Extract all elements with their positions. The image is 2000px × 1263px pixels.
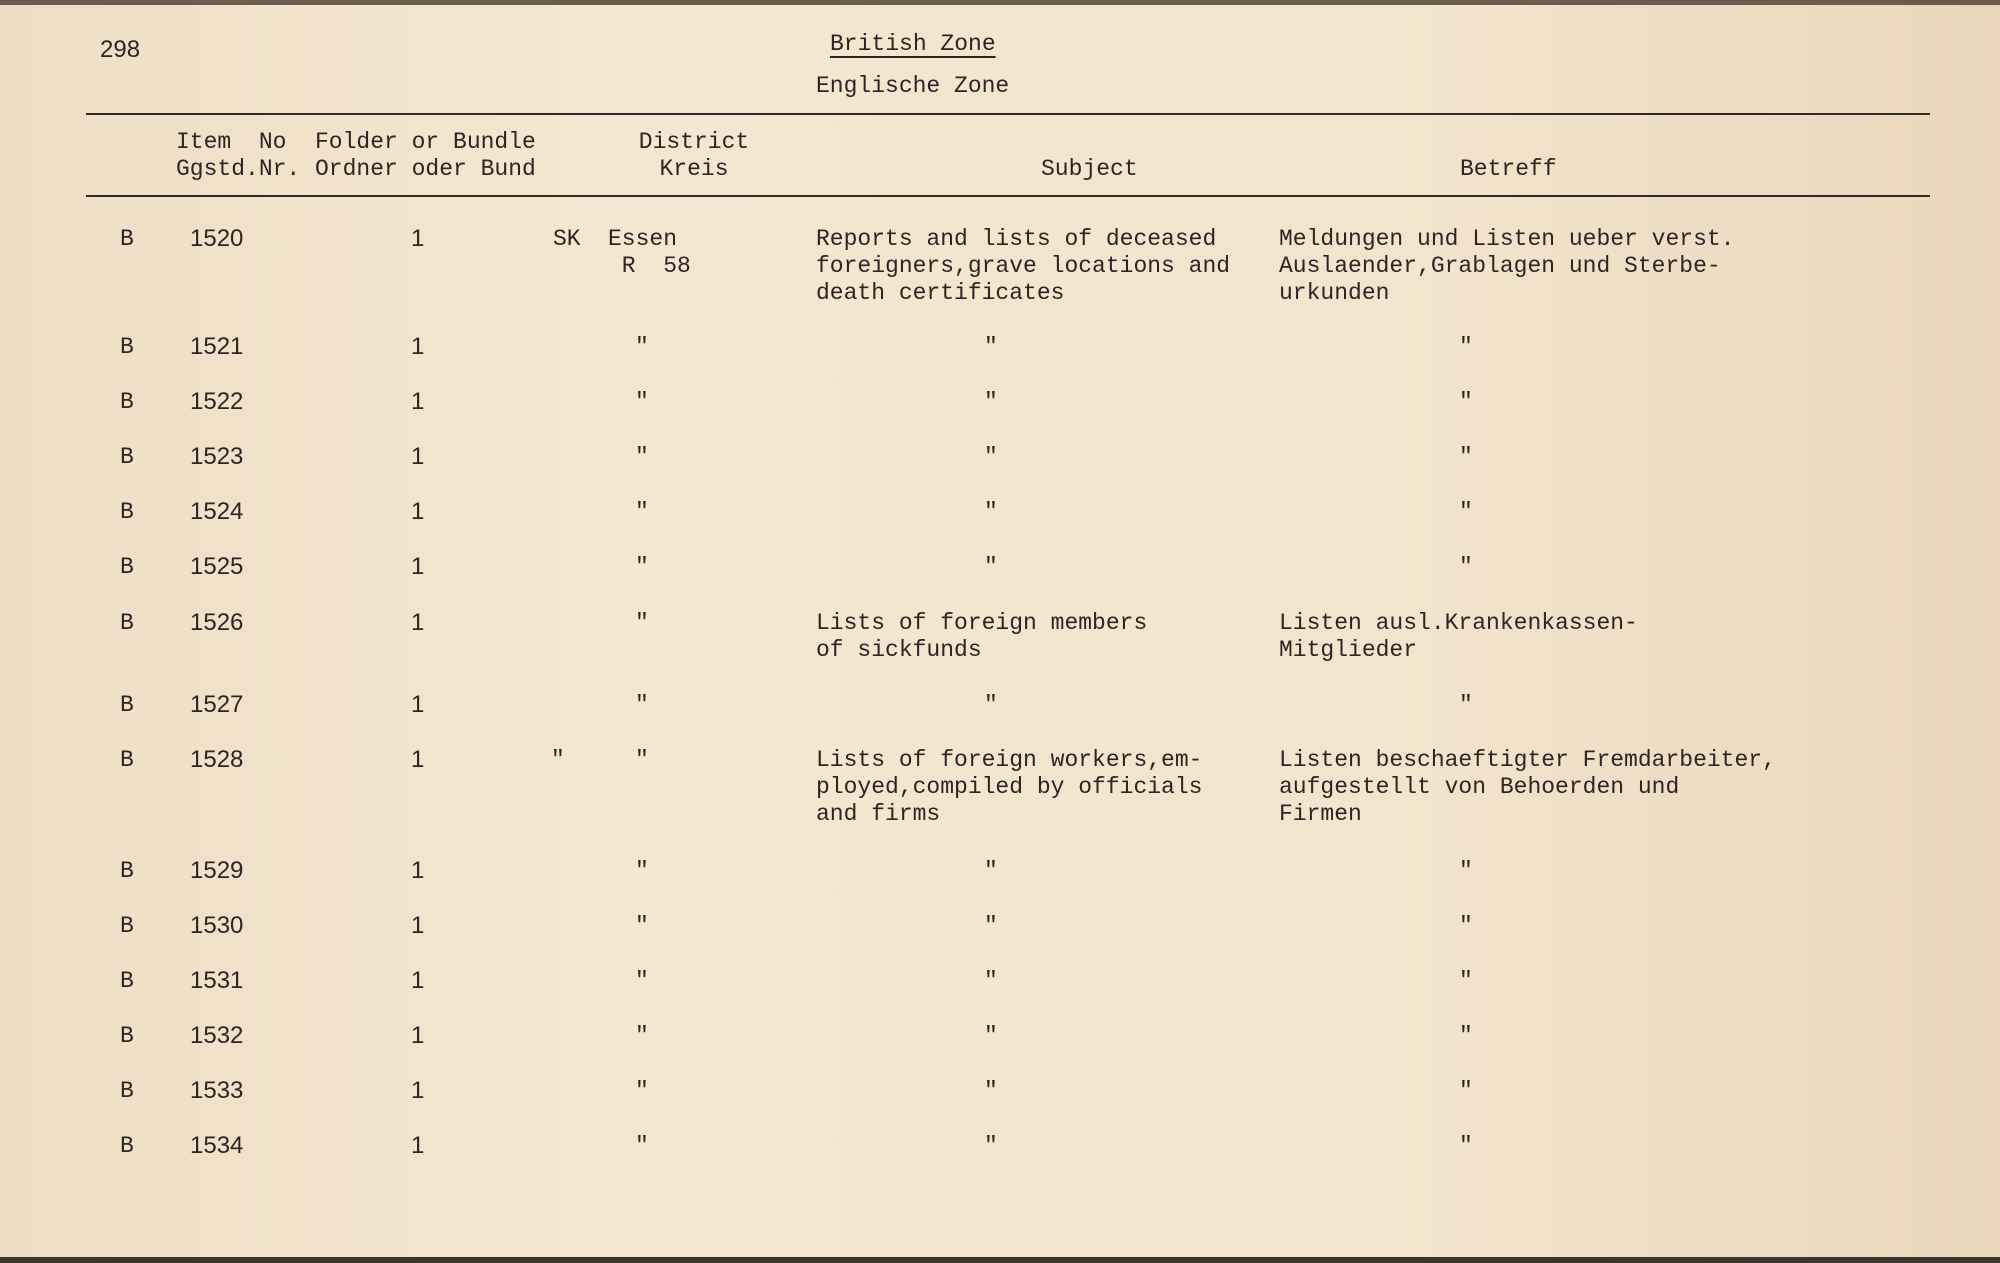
row-folder-count: 1 <box>411 1077 425 1104</box>
row-item-number: 1533 <box>190 1077 244 1104</box>
row-subject: " <box>984 444 998 470</box>
row-district: " <box>635 692 649 718</box>
row-series: B <box>120 1023 134 1049</box>
row-betreff: " <box>1459 1078 1473 1104</box>
row-betreff: Listen ausl.Krankenkassen- Mitglieder <box>1279 610 1638 663</box>
row-series: B <box>120 226 134 252</box>
row-folder-count: 1 <box>411 746 425 773</box>
row-series: B <box>120 554 134 580</box>
row-item-number: 1528 <box>190 746 244 773</box>
row-subject: " <box>984 499 998 525</box>
row-item-number: 1534 <box>190 1132 244 1159</box>
row-folder-count: 1 <box>411 225 425 252</box>
row-item-number: 1522 <box>190 388 244 415</box>
header-bottom-rule <box>86 195 1930 197</box>
header-folder-or-bundle: Folder or Bundle Ordner oder Bund <box>315 129 536 182</box>
row-folder-count: 1 <box>411 1132 425 1159</box>
row-district: " <box>635 968 649 994</box>
row-subject: " <box>984 913 998 939</box>
row-betreff: " <box>1459 554 1473 580</box>
row-district: " <box>635 1078 649 1104</box>
row-subject: " <box>984 692 998 718</box>
row-subject: " <box>984 389 998 415</box>
row-series: B <box>120 1078 134 1104</box>
row-betreff: Listen beschaeftigter Fremdarbeiter, aufgestellt von Behoerden und Firmen <box>1279 747 1776 827</box>
row-folder-count: 1 <box>411 912 425 939</box>
row-district: " <box>635 1023 649 1049</box>
row-district: " <box>635 858 649 884</box>
row-series: B <box>120 747 134 773</box>
row-item-number: 1527 <box>190 691 244 718</box>
row-folder-count: 1 <box>411 691 425 718</box>
row-item-number: 1531 <box>190 967 244 994</box>
row-betreff: " <box>1459 1133 1473 1159</box>
row-district: " <box>635 747 649 773</box>
row-item-number: 1525 <box>190 553 244 580</box>
row-folder-count: 1 <box>411 609 425 636</box>
row-district: " <box>635 610 649 636</box>
row-series: B <box>120 610 134 636</box>
row-series: B <box>120 389 134 415</box>
row-item-number: 1520 <box>190 225 244 252</box>
row-series: B <box>120 1133 134 1159</box>
row-betreff: " <box>1459 444 1473 470</box>
row-betreff: " <box>1459 1023 1473 1049</box>
row-betreff: " <box>1459 858 1473 884</box>
row-folder-count: 1 <box>411 967 425 994</box>
row-item-number: 1526 <box>190 609 244 636</box>
header-district: District Kreis <box>638 129 750 182</box>
row-folder-count: 1 <box>411 498 425 525</box>
row-district-prefix: SK <box>553 226 581 252</box>
row-betreff: " <box>1459 334 1473 360</box>
page-subtitle: Englische Zone <box>816 73 1010 99</box>
row-district: " <box>635 389 649 415</box>
row-item-number: 1529 <box>190 857 244 884</box>
row-subject: " <box>984 334 998 360</box>
row-district: " <box>635 334 649 360</box>
row-item-number: 1523 <box>190 443 244 470</box>
row-series: B <box>120 499 134 525</box>
row-district: " <box>635 444 649 470</box>
row-folder-count: 1 <box>411 857 425 884</box>
row-subject: " <box>984 1023 998 1049</box>
row-subject: " <box>984 858 998 884</box>
row-subject: " <box>984 968 998 994</box>
row-betreff: " <box>1459 499 1473 525</box>
header-subject: Subject <box>1041 156 1138 182</box>
row-item-number: 1524 <box>190 498 244 525</box>
row-district: " <box>635 913 649 939</box>
row-item-number: 1530 <box>190 912 244 939</box>
header-top-rule <box>86 113 1930 115</box>
row-series: B <box>120 913 134 939</box>
row-district: " <box>635 499 649 525</box>
row-series: B <box>120 968 134 994</box>
row-betreff: " <box>1459 968 1473 994</box>
row-subject: " <box>984 1078 998 1104</box>
row-district: " <box>635 1133 649 1159</box>
row-series: B <box>120 334 134 360</box>
row-betreff: " <box>1459 692 1473 718</box>
row-subject: Reports and lists of deceased foreigners,grave locations and death certificates <box>816 226 1231 306</box>
row-subject: " <box>984 1133 998 1159</box>
header-betreff: Betreff <box>1460 156 1557 182</box>
row-item-number: 1532 <box>190 1022 244 1049</box>
row-folder-count: 1 <box>411 443 425 470</box>
row-betreff: Meldungen und Listen ueber verst. Auslaender,Grablagen und Sterbe- urkunden <box>1279 226 1735 306</box>
row-subject: Lists of foreign members of sickfunds <box>816 610 1148 663</box>
row-item-number: 1521 <box>190 333 244 360</box>
row-folder-count: 1 <box>411 553 425 580</box>
row-subject: " <box>984 554 998 580</box>
row-series: B <box>120 692 134 718</box>
row-folder-count: 1 <box>411 1022 425 1049</box>
row-folder-count: 1 <box>411 388 425 415</box>
row-district: " <box>635 554 649 580</box>
row-district-prefix: " <box>551 747 565 773</box>
row-series: B <box>120 858 134 884</box>
page-title: British Zone <box>830 31 996 57</box>
row-betreff: " <box>1459 389 1473 415</box>
page-number: 298 <box>100 36 141 63</box>
header-item-no: Item No Ggstd.Nr. <box>176 129 301 182</box>
row-subject: Lists of foreign workers,em- ployed,compiled by officials and firms <box>816 747 1203 827</box>
row-folder-count: 1 <box>411 333 425 360</box>
row-betreff: " <box>1459 913 1473 939</box>
row-series: B <box>120 444 134 470</box>
row-district: Essen R 58 <box>608 226 691 279</box>
